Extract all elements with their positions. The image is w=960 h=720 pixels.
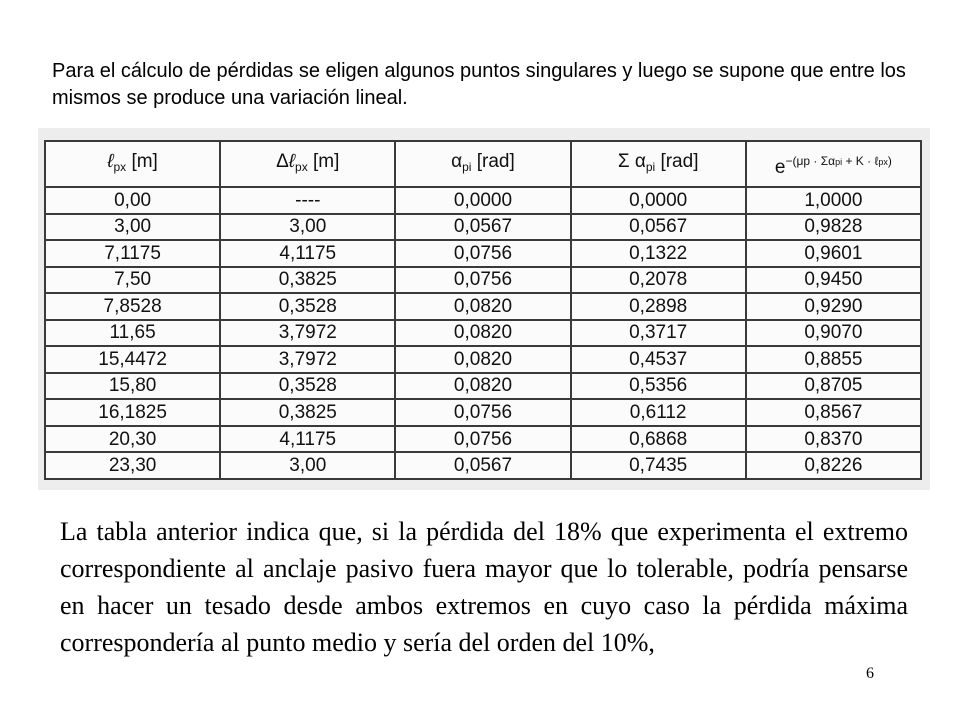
- table-cell: 4,1175: [220, 240, 395, 267]
- table-cell: 11,65: [45, 320, 220, 347]
- table-cell: 0,0820: [395, 320, 570, 347]
- table-cell: 0,0756: [395, 399, 570, 426]
- table-cell: 3,7972: [220, 320, 395, 347]
- table-cell: 7,1175: [45, 240, 220, 267]
- table-cell: 0,0000: [395, 187, 570, 214]
- table-row: [45, 452, 921, 479]
- table-cell: 0,0756: [395, 240, 570, 267]
- table-cell: 0,6112: [571, 399, 746, 426]
- explanation-paragraph: La tabla anterior indica que, si la pérdida del 18% que experimenta el extremo correspondiente al anclaje pasivo fuera mayor que lo tolerable, podría pensarse en hacer un tesado desde ambos extremos en cuyo caso la pérdida máxima correspondería al punto medio y sería del orden del 10%,: [60, 517, 908, 657]
- page-number: 6: [866, 665, 874, 682]
- table-cell: 0,2898: [571, 293, 746, 320]
- table-cell: 1,0000: [746, 187, 921, 214]
- table-cell: 0,2078: [571, 267, 746, 294]
- table-row: [45, 214, 921, 241]
- table-cell: 0,0820: [395, 293, 570, 320]
- table-cell: 0,3825: [220, 267, 395, 294]
- table-cell: 0,7435: [571, 452, 746, 479]
- table-cell: 15,80: [45, 373, 220, 400]
- table-cell: 0,0567: [571, 214, 746, 241]
- table-cell: 0,3717: [571, 320, 746, 347]
- table-cell: 0,9450: [746, 267, 921, 294]
- table-body: [45, 187, 921, 479]
- table-cell: 0,0567: [395, 214, 570, 241]
- table-cell: 0,4537: [571, 346, 746, 373]
- table-cell: 0,0567: [395, 452, 570, 479]
- table-cell: 7,50: [45, 267, 220, 294]
- table-row: [45, 240, 921, 267]
- table-cell: 0,8855: [746, 346, 921, 373]
- table-cell: 0,8370: [746, 426, 921, 453]
- table-cell: 0,3528: [220, 293, 395, 320]
- header-alpha-pi: $\alpha_{pi}$ [rad]: [395, 141, 570, 187]
- table-cell: 0,1322: [571, 240, 746, 267]
- table-row: [45, 293, 921, 320]
- table-cell: 0,3528: [220, 373, 395, 400]
- table-cell: 0,00: [45, 187, 220, 214]
- table-cell: 23,30: [45, 452, 220, 479]
- table-cell: 0,3825: [220, 399, 395, 426]
- table-cell: 3,00: [45, 214, 220, 241]
- table-cell: 0,5356: [571, 373, 746, 400]
- losses-table: [44, 140, 922, 480]
- table-row: [45, 426, 921, 453]
- table-cell: 7,8528: [45, 293, 220, 320]
- table-cell: 0,8226: [746, 452, 921, 479]
- table-cell: 0,8705: [746, 373, 921, 400]
- header-delta-lpx: Δℓ$_{px}$ [m]: [220, 141, 395, 187]
- table-row: [45, 399, 921, 426]
- table-row: [45, 267, 921, 294]
- header-lpx: ℓ$_{px}$ [m]: [45, 141, 220, 187]
- table-row: [45, 373, 921, 400]
- table-cell: 16,1825: [45, 399, 220, 426]
- table-cell: 3,00: [220, 214, 395, 241]
- table-cell: 3,00: [220, 452, 395, 479]
- table-cell: 0,9070: [746, 320, 921, 347]
- table-cell: 0,0820: [395, 373, 570, 400]
- table-cell: 4,1175: [220, 426, 395, 453]
- header-sum-alpha-pi: Σ $\alpha_{pi}$ [rad]: [571, 141, 746, 187]
- table-row: [45, 187, 921, 214]
- table-cell: 0,8567: [746, 399, 921, 426]
- table-cell: 15,4472: [45, 346, 220, 373]
- table-cell: ----: [220, 187, 395, 214]
- table-cell: 0,0000: [571, 187, 746, 214]
- table-cell: 0,9601: [746, 240, 921, 267]
- table-header-row: [45, 141, 921, 187]
- table-cell: 0,0820: [395, 346, 570, 373]
- table-cell: 0,9828: [746, 214, 921, 241]
- intro-text: Para el cálculo de pérdidas se eligen algunos puntos singulares y luego se supone que entre los mismos se produce una variación lineal.: [52, 60, 906, 109]
- table-row: [45, 320, 921, 347]
- table-cell: 3,7972: [220, 346, 395, 373]
- header-exponential-factor: $e^{-(\mu p \cdot \Sigma\alpha pi + K \cdot \ell px)}$: [746, 141, 921, 187]
- table-row: [45, 346, 921, 373]
- table-cell: 0,0756: [395, 426, 570, 453]
- table-cell: 0,0756: [395, 267, 570, 294]
- table-cell: 20,30: [45, 426, 220, 453]
- table-cell: 0,6868: [571, 426, 746, 453]
- table-cell: 0,9290: [746, 293, 921, 320]
